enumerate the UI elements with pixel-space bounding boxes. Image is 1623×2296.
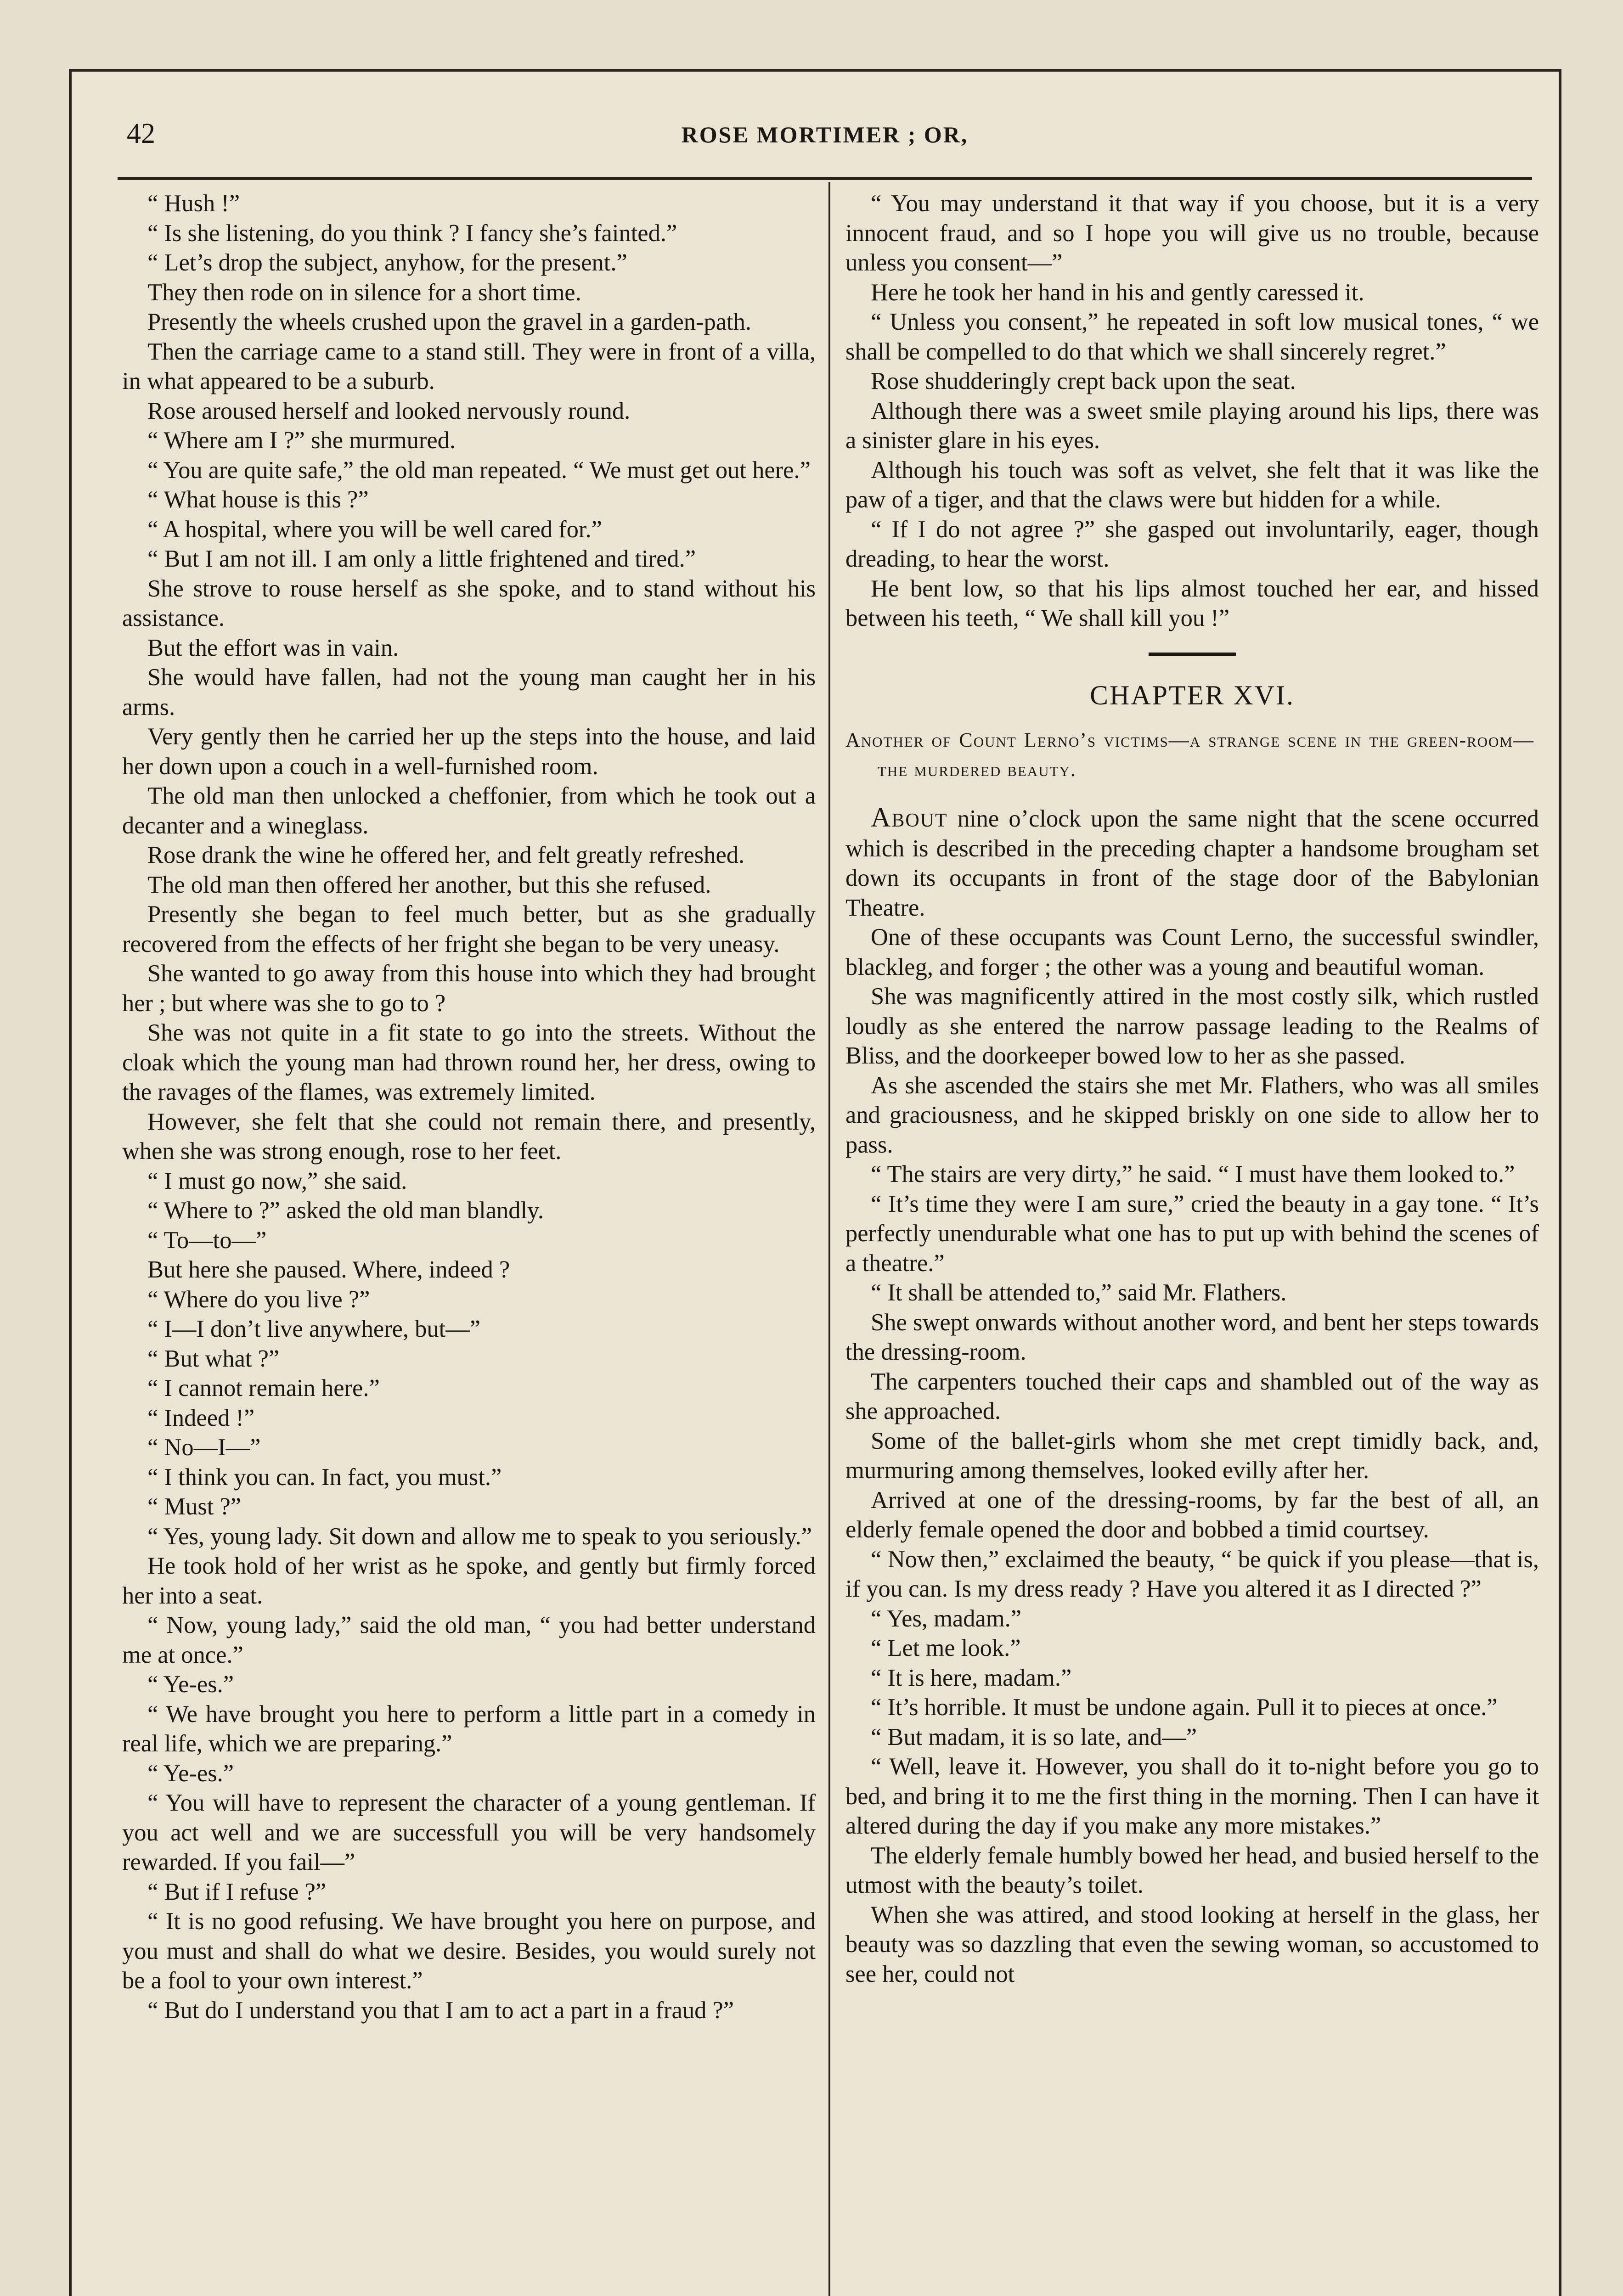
paragraph: She would have fallen, had not the young man caught her in his arms. [122,664,816,720]
paragraph: The elderly female humbly bowed her head, and busied herself to the utmost with the beauty’s toilet. [845,1842,1539,1898]
paragraph: Although there was a sweet smile playing around his lips, there was a sinister glare in his eyes. [845,397,1539,454]
paragraph: “ Yes, madam.” [871,1605,1022,1632]
paragraph: “ Where do you live ?” [147,1286,370,1313]
paragraph: “ Indeed !” [147,1404,255,1431]
paragraph: “ No—I—” [147,1434,261,1461]
paragraph: “ You may understand it that way if you choose, but it is a very innocent fraud, and so I hope you will give us no trouble, because unless you consent—” [845,190,1539,276]
paragraph: “ Yes, young lady. Sit down and allow me to speak to you seriously.” [147,1523,812,1550]
paragraph: She wanted to go away from this house into which they had brought her ; but where was she to go to ? [122,960,816,1017]
paragraph: The carpenters touched their caps and shambled out of the way as she approached. [845,1368,1539,1424]
paragraph: The old man then offered her another, but this she refused. [147,871,711,898]
paragraph: “ It’s horrible. It must be undone again. Pull it to pieces at once.” [871,1694,1498,1721]
opening-word: About [871,802,948,833]
paragraph: Some of the ballet-girls whom she met crept timidly back, and, murmuring among themselves, looked evilly after her. [845,1427,1539,1484]
paragraph: But the effort was in vain. [147,634,399,661]
paragraph: “ The stairs are very dirty,” he said. “ I must have them looked to.” [871,1161,1515,1187]
paragraph: “ Let’s drop the subject, anyhow, for the present.” [147,249,627,276]
right-column [845,189,1539,2296]
page-number: 42 [127,118,155,149]
right-column-top [845,189,1539,633]
paragraph: “ But do I understand you that I am to act a part in a fraud ?” [147,1997,734,2024]
paragraph: “ But what ?” [147,1345,280,1372]
paragraph: “ Hush !” [147,190,240,217]
paragraph: But here she paused. Where, indeed ? [147,1256,510,1283]
right-column-bottom [845,923,1539,1989]
paragraph: Then the carriage came to a stand still. They were in front of a villa, in what appeared to be a suburb. [122,338,816,394]
paragraph: “ Where am I ?” she murmured. [147,427,456,454]
paragraph: The old man then unlocked a cheffonier, from which he took out a decanter and a wineglass. [122,782,816,839]
paragraph: She swept onwards without another word, and bent her steps towards the dressing-room. [845,1309,1539,1365]
paragraph: “ I think you can. In fact, you must.” [147,1463,502,1491]
running-title: ROSE MORTIMER ; OR, [681,122,969,147]
column-divider [828,182,830,2296]
paragraph: He bent low, so that his lips almost touched her ear, and hissed between his teeth, “ We shall kill you !” [845,575,1539,631]
paragraph: “ Unless you consent,” he repeated in soft low musical tones, “ we shall be compelled to do that which we shall sincerely regret.” [845,309,1539,365]
paragraph: “ But if I refuse ?” [147,1878,327,1905]
paragraph: Presently the wheels crushed upon the gravel in a garden-path. [147,309,751,335]
paragraph: Rose drank the wine he offered her, and felt greatly refreshed. [147,842,745,868]
paragraph: “ It is no good refusing. We have brought you here on purpose, and you must and shall do what we desire. Besides, you would surely not be a fool to your own interest.” [122,1908,816,1994]
chapter-title: CHAPTER XVI. [1089,680,1295,710]
paragraph: When she was attired, and stood looking at herself in the glass, her beauty was so dazzling that even the sewing woman, so accustomed to see her, could not [845,1901,1539,1987]
paragraph: “ Where to ?” asked the old man blandly. [147,1197,544,1224]
paragraph: “ It shall be attended to,” said Mr. Flathers. [871,1279,1287,1306]
paragraph: “ A hospital, where you will be well cared for.” [147,516,602,543]
paragraph: He took hold of her wrist as he spoke, and gently but firmly forced her into a seat. [122,1553,816,1609]
left-column [122,189,816,2296]
paragraph: “ I must go now,” she said. [147,1167,407,1194]
paragraph: She was magnificently attired in the most costly silk, which rustled loudly as she entered the narrow passage leading to the Realms of Bliss, and the doorkeeper bowed low to her as she passed. [845,983,1539,1069]
paragraph: “ You are quite safe,” the old man repeated. “ We must get out here.” [147,456,811,484]
paragraph: However, she felt that she could not remain there, and presently, when she was strong enough, rose to her feet. [122,1108,816,1165]
paragraph: “ It’s time they were I am sure,” cried the beauty in a gay tone. “ It’s perfectly unendurable what one has to put up with behind the scenes of a theatre.” [845,1190,1539,1277]
paragraph: She was not quite in a fit state to go into the streets. Without the cloak which the young man had thrown round her, her dress, owing to the ravages of the flames, was extremely limited. [122,1019,816,1105]
page-header [118,99,1532,180]
paragraph: Rose shudderingly crept back upon the seat. [871,368,1296,394]
paragraph: Arrived at one of the dressing-rooms, by far the best of all, an elderly female opened the door and bobbed a timid courtsey. [845,1486,1539,1543]
paragraph: Very gently then he carried her up the steps into the house, and laid her down upon a couch in a well-furnished room. [122,723,816,780]
paragraph: They then rode on in silence for a short time. [147,279,581,306]
opening-text: nine o’clock upon the same night that the scene occurred which is described in the preceding chapter a handsome brougham set down its occupants in front of the stage door of the Babylonian Theatre. [845,805,1539,921]
paragraph: “ To—to—” [147,1227,267,1254]
paragraph: “ If I do not agree ?” she gasped out involuntarily, eager, though dreading, to hear the worst. [845,516,1539,572]
paragraph: “ Must ?” [147,1493,242,1520]
chapter-opening-paragraph [845,803,1539,923]
paragraph: “ Ye-es.” [147,1671,234,1698]
paragraph: She strove to rouse herself as she spoke, and to stand without his assistance. [122,575,816,631]
paragraph: “ You will have to represent the character of a young gentleman. If you act well and we are successfull you will be very handsomely rewarded. If you fail—” [122,1790,816,1875]
paragraph: “ Well, leave it. However, you shall do it to-night before you go to bed, and bring it to me the first thing in the morning. Then I can have it altered during the day if you make any more mistakes.” [845,1753,1539,1839]
paragraph: “ But madam, it is so late, and—” [871,1723,1197,1750]
paragraph: “ Now then,” exclaimed the beauty, “ be quick if you please—that is, if you can. Is my dress ready ? Have you altered it as I directed ?” [845,1546,1539,1602]
paragraph: “ I cannot remain here.” [147,1375,380,1401]
paragraph: “ Ye-es.” [147,1760,234,1787]
paragraph: “ But I am not ill. I am only a little frightened and tired.” [147,546,696,572]
paragraph: “ Now, young lady,” said the old man, “ you had better understand me at once.” [122,1612,816,1668]
paragraph: “ Let me look.” [871,1635,1021,1661]
paragraph: Rose aroused herself and looked nervously round. [147,397,631,424]
paragraph: “ I—I don’t live anywhere, but—” [147,1316,481,1342]
paragraph: “ Is she listening, do you think ? I fancy she’s fainted.” [147,219,677,247]
paragraph: One of these occupants was Count Lerno, the successful swindler, blackleg, and forger ; the other was a young and beautiful woman. [845,924,1539,980]
paragraph: “ It is here, madam.” [871,1664,1072,1691]
section-rule [1149,653,1236,656]
chapter-summary: Another of Count Lerno’s victims—a strange scene in the green-room—the murdered beauty. [845,729,1534,781]
book-page [69,69,1561,2296]
paragraph: “ What house is this ?” [147,486,369,513]
paragraph: Although his touch was soft as velvet, she felt that it was like the paw of a tiger, and that the claws were but hidden for a while. [845,456,1539,513]
paragraph: “ We have brought you here to perform a little part in a comedy in real life, which we are preparing.” [122,1700,816,1757]
paragraph: Here he took her hand in his and gently caressed it. [871,279,1364,306]
paragraph: As she ascended the stairs she met Mr. Flathers, who was all smiles and graciousness, and he skipped briskly on one side to allow her to pass. [845,1072,1539,1158]
paragraph: Presently she began to feel much better, but as she gradually recovered from the effects of her fright she began to be very uneasy. [122,901,816,957]
